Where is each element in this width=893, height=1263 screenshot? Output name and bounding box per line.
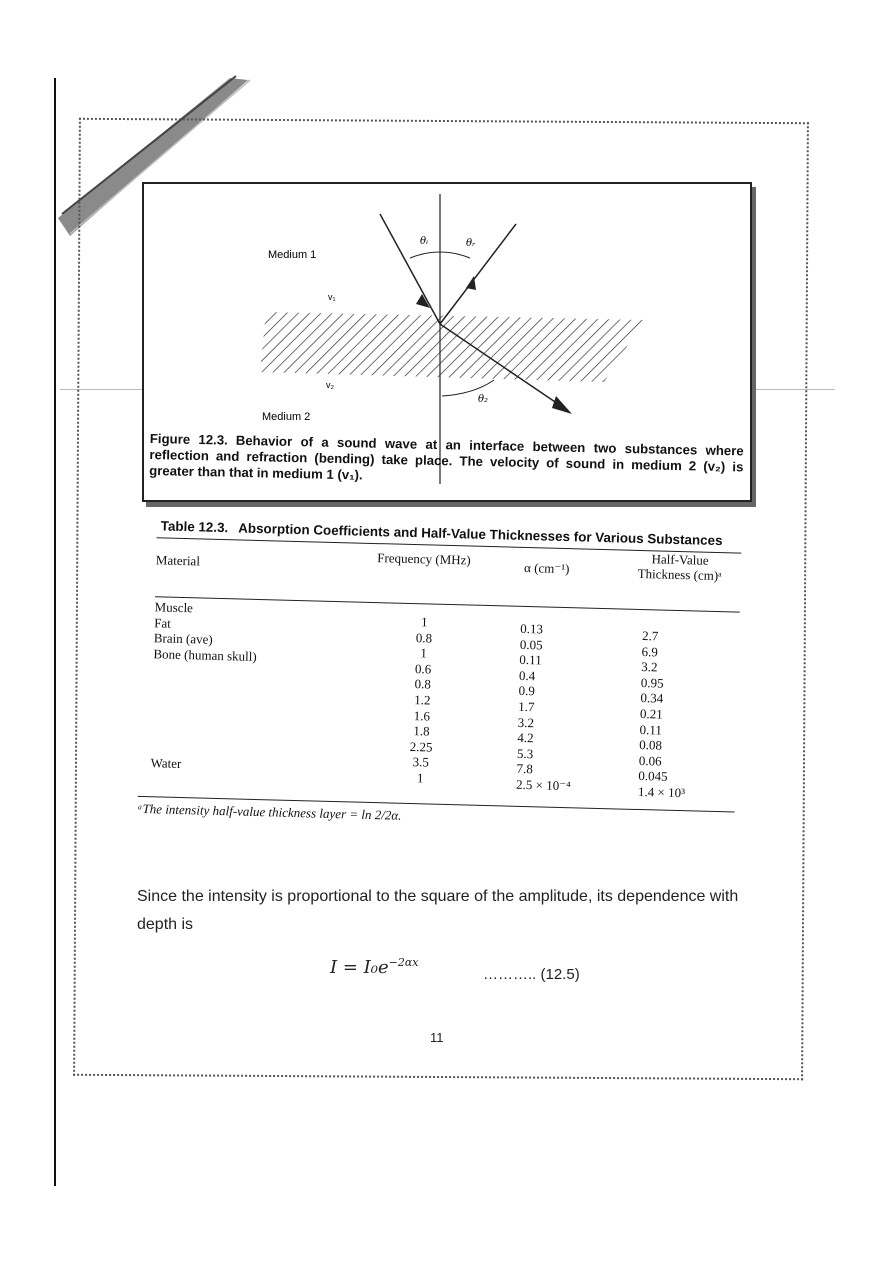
header-material: Material — [155, 552, 201, 569]
material-cell: Fat — [154, 614, 172, 631]
figure-12-3 — [142, 182, 752, 502]
medium-1-label: Medium 1 — [268, 249, 317, 261]
theta-2-label: θ₂ — [478, 394, 489, 405]
frequency-cell: 2.25 — [409, 738, 433, 755]
body-paragraph: Since the intensity is proportional to the square of the amplitude, its dependence with depth is — [137, 888, 739, 933]
header-alpha: α (cm⁻¹) — [523, 559, 570, 577]
half-value-column — [638, 628, 689, 801]
half-value-cell: 0.08 — [639, 737, 663, 753]
theta-i-label: θᵢ — [420, 236, 429, 247]
frequency-cell: 1.8 — [413, 723, 430, 739]
caption-text: Behavior of a sound wave at an interface between two substances where reflection and refraction (bending) take place. The velocity of sound in medium 2 (v₂) is greater than that in medium 1 (v₁). — [149, 432, 744, 483]
frequency-cell: 1.2 — [414, 692, 431, 708]
table-label: Table 12.3. — [160, 518, 229, 536]
equation-number: ……….. (12.5) — [483, 966, 580, 983]
frequency-cell: 1 — [416, 770, 424, 786]
alpha-cell: 4.2 — [517, 729, 534, 746]
alpha-cell: 5.3 — [516, 745, 534, 761]
alpha-cell: 0.13 — [520, 620, 544, 637]
alpha-cell: 7.8 — [516, 761, 534, 777]
material-cell: Brain (ave) — [153, 630, 213, 647]
half-value-cell: 0.34 — [640, 690, 664, 706]
table-title-text: Absorption Coefficients and Half-Value Thicknesses for Various Substances — [238, 520, 723, 549]
frequency-cell: 1 — [420, 614, 428, 630]
alpha-cell: 0.4 — [518, 667, 536, 684]
alpha-cell: 0.11 — [519, 652, 542, 668]
frequency-cell: 1.6 — [413, 707, 431, 724]
alpha-cell: 0.05 — [519, 636, 543, 653]
alpha-cell: 3.2 — [517, 714, 535, 730]
refracted-arrow — [552, 396, 572, 414]
frequency-cell: 3.5 — [412, 754, 430, 770]
frequency-cell: 1 — [420, 645, 428, 661]
material-column — [150, 599, 258, 773]
table-12-3 — [137, 518, 745, 823]
alpha-cell: 0.9 — [518, 683, 536, 699]
table-footnote: ᵃThe intensity half-value thickness layer = ln 2/2α. — [137, 800, 402, 823]
interface-hatch — [260, 312, 644, 382]
reflected-ray — [440, 224, 516, 324]
half-value-cell: 0.045 — [638, 768, 668, 785]
v1-label: v₁ — [328, 292, 336, 302]
alpha-cell: 2.5 × 10⁻⁴ — [515, 776, 571, 794]
page-edge-rule — [54, 78, 56, 1186]
half-value-cell: 0.95 — [640, 674, 664, 691]
theta-r-label: θᵣ — [466, 238, 476, 249]
header-frequency: Frequency (MHz) — [377, 550, 471, 568]
half-value-cell: 1.4 × 10³ — [637, 783, 686, 801]
medium-2-label: Medium 2 — [262, 411, 311, 423]
v2-label: v₂ — [326, 380, 334, 390]
equation-12-5 — [330, 956, 418, 978]
frequency-cell: 0.8 — [414, 676, 432, 692]
table-body — [138, 597, 743, 813]
half-value-cell: 0.21 — [639, 705, 663, 722]
header-half-value: Half-Value Thickness (cm)ᵃ — [637, 551, 722, 584]
incident-ray — [380, 214, 440, 324]
alpha-column — [516, 621, 575, 794]
equation-exponent: −2αx — [388, 956, 419, 969]
material-cell: Bone (human skull) — [153, 646, 257, 664]
frequency-cell: 0.6 — [414, 660, 432, 677]
half-value-cell: 3.2 — [641, 659, 658, 675]
half-value-cell: 0.06 — [638, 752, 662, 769]
page-number: 11 — [430, 1030, 444, 1045]
caption-label: Figure 12.3. — [149, 431, 228, 448]
material-cell: Muscle — [154, 599, 194, 616]
half-value-cell: 6.9 — [641, 643, 659, 660]
half-value-cell: 0.11 — [639, 721, 663, 738]
half-value-cell: 2.7 — [641, 628, 659, 644]
frequency-cell: 0.8 — [415, 629, 433, 646]
frequency-column — [400, 614, 444, 787]
alpha-cell: 1.7 — [518, 698, 535, 715]
equation-base: I = I₀e — [330, 957, 389, 978]
material-cell: Water — [150, 755, 182, 771]
